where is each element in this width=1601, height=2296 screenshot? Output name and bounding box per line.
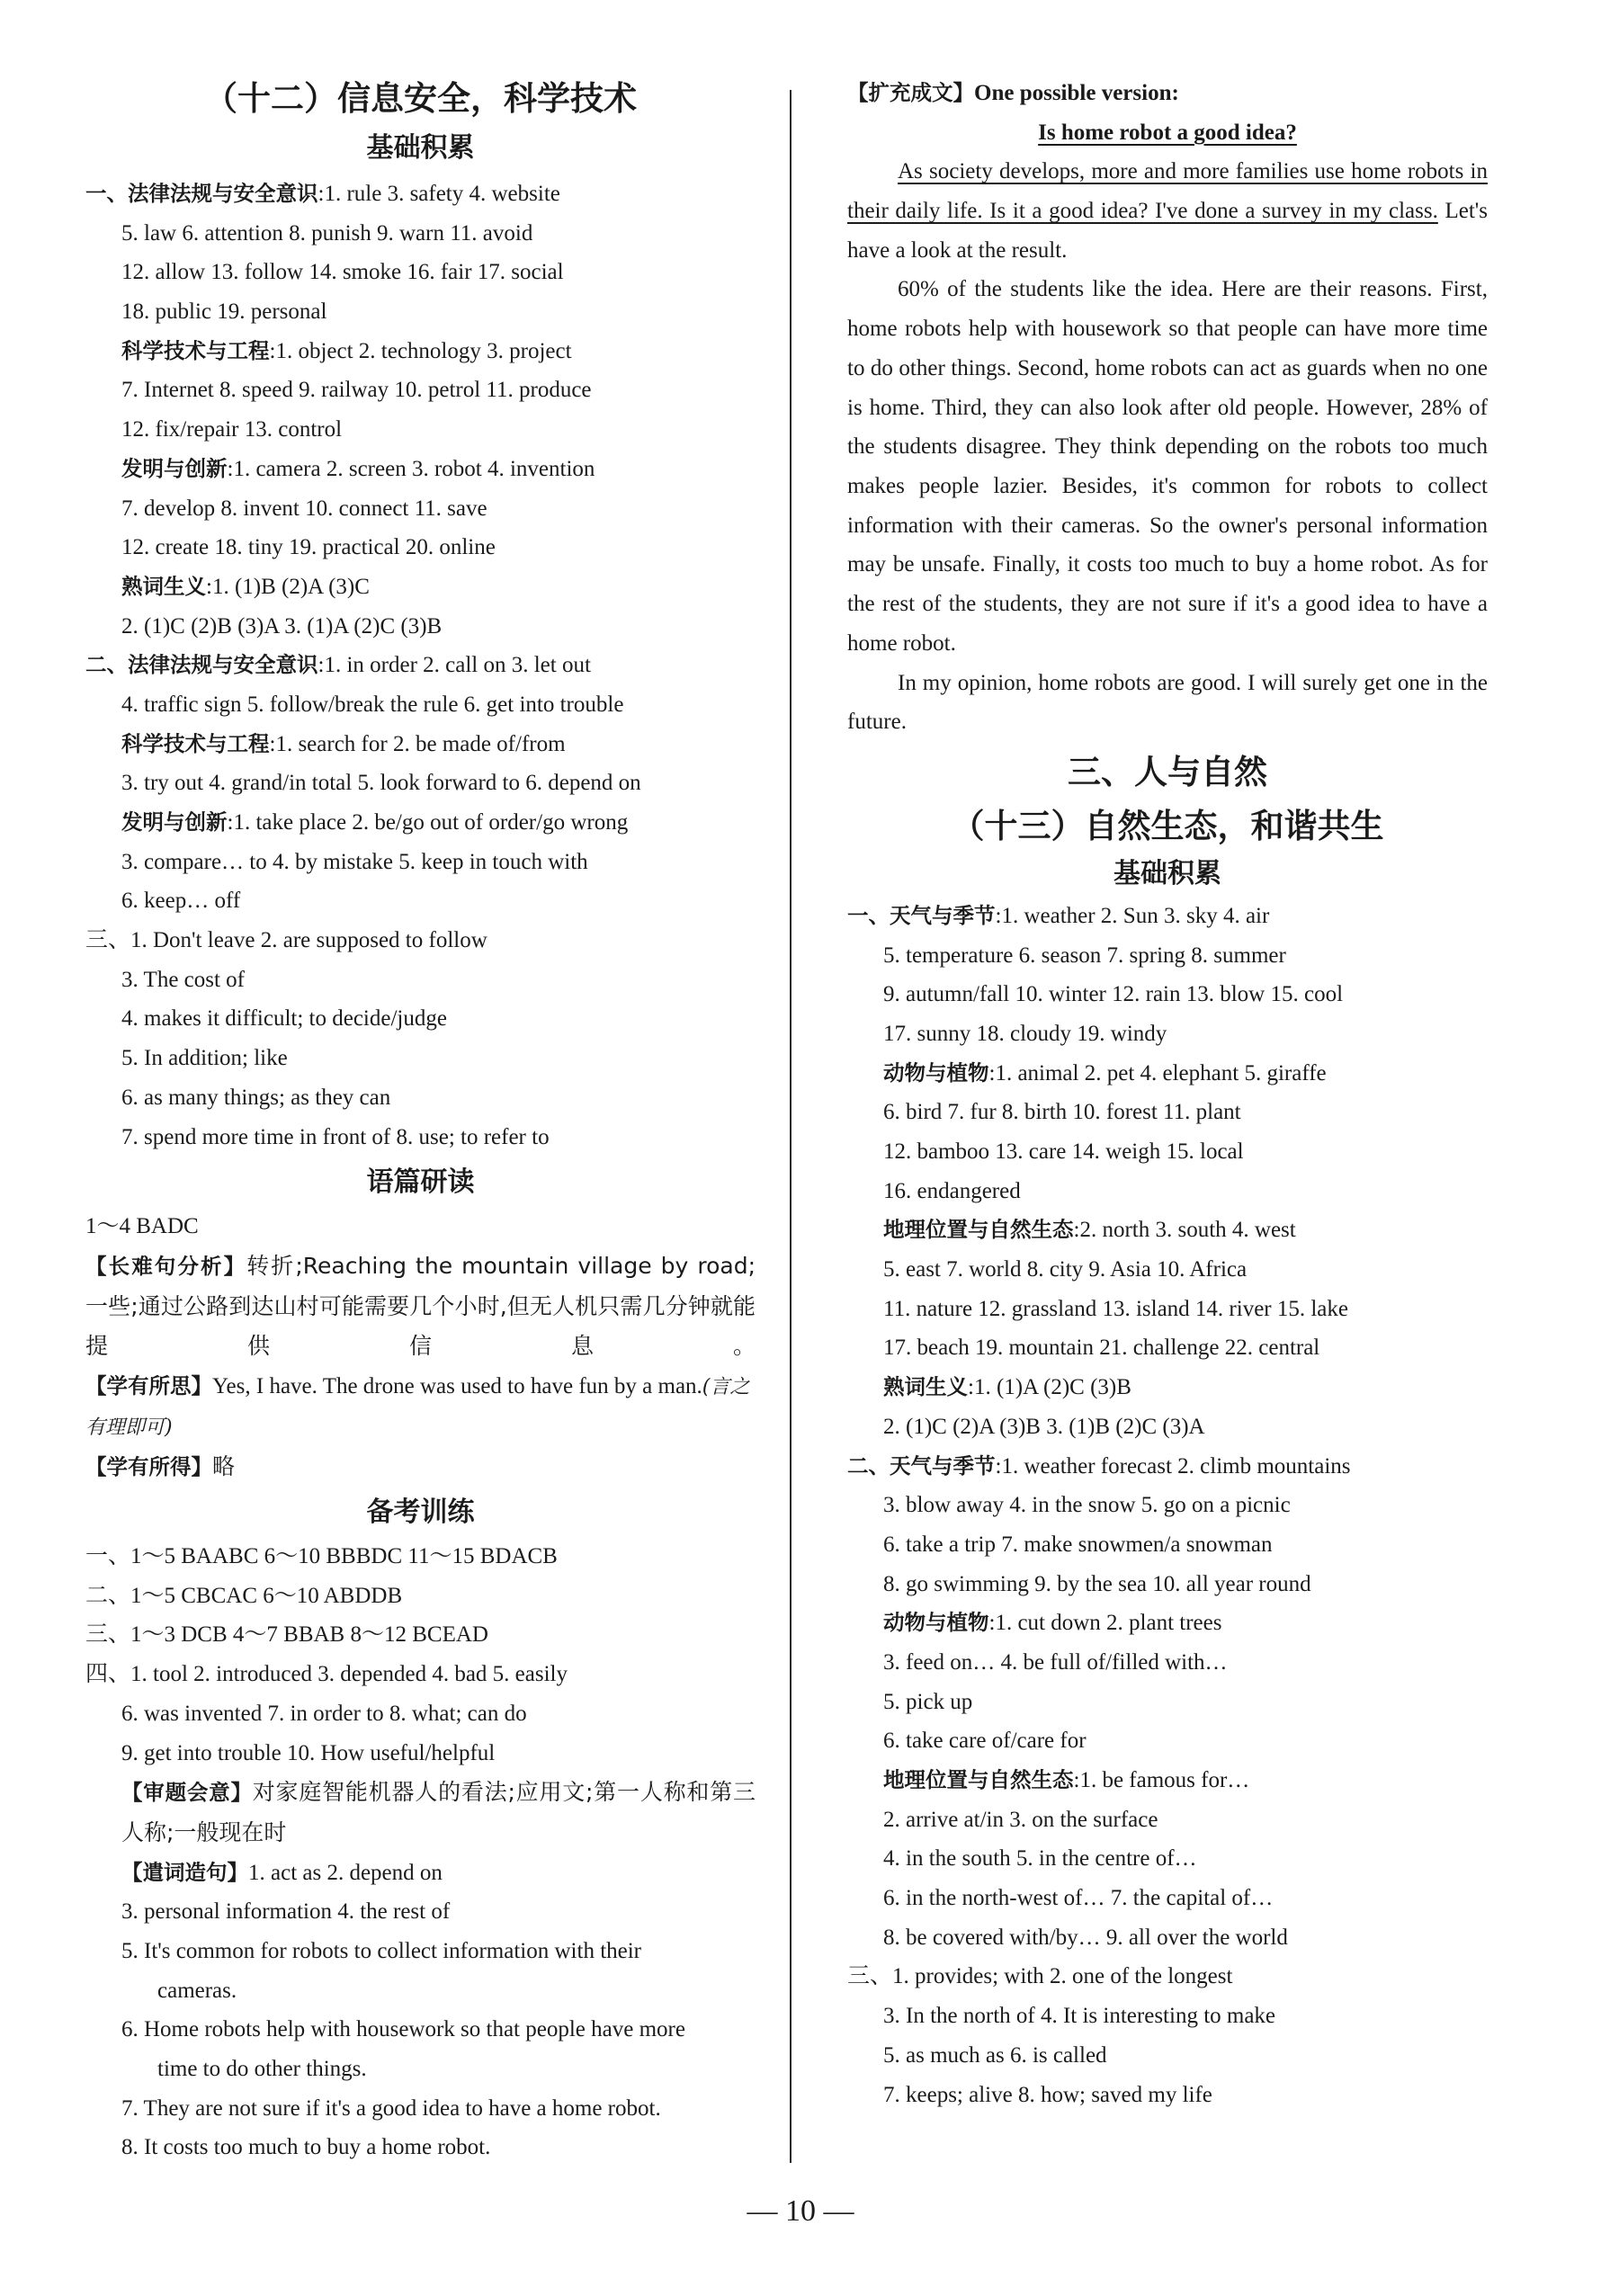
- answer-text: :1. animal 2. pet 4. elephant 5. giraffe: [988, 1060, 1327, 1085]
- answer-text: 三、1. provides; with 2. one of the longest: [847, 1964, 1233, 1989]
- page-number: — 10 —: [747, 2194, 854, 2228]
- answer-line: [85, 2050, 756, 2089]
- answer-line: [85, 2089, 756, 2129]
- answer-line: [847, 2036, 1488, 2076]
- answer-text: time to do other things.: [157, 2057, 367, 2082]
- answer-line: [85, 174, 756, 214]
- answer-line: [85, 1694, 756, 1734]
- wording-label: 【遣词造句】: [121, 1859, 248, 1885]
- answer-line: [847, 1761, 1488, 1800]
- category-label: 地理位置与自然生态: [883, 1767, 1074, 1793]
- answer-text: 4. in the south 5. in the centre of…: [883, 1846, 1197, 1872]
- essay-intro: 【扩充成文】One possible version:: [847, 80, 1179, 105]
- category-label: 二、法律法规与安全意识: [85, 652, 318, 678]
- answer-text: 7. They are not sure if it's a good idea to have a home robot.: [121, 2095, 661, 2121]
- answer-line: [847, 936, 1488, 976]
- answer-text: 17. sunny 18. cloudy 19. windy: [883, 1021, 1167, 1046]
- answer-line: [85, 1118, 756, 1157]
- category-label: 地理位置与自然生态: [883, 1217, 1074, 1243]
- answer-line: [847, 1879, 1488, 1918]
- answer-text: 5. pick up: [883, 1689, 973, 1714]
- answer-line: [85, 764, 756, 803]
- essay-paragraph-1: As society develops, more and more families use home robots in their daily life. Is it a good idea? I've done a survey in my class. Let's have a look at the result.: [847, 159, 1488, 263]
- basic-heading-right: 基础积累: [1114, 857, 1221, 889]
- answer-line: [847, 1447, 1488, 1487]
- left-column: [85, 79, 756, 2167]
- answer-text: 3. feed on… 4. be full of/filled with…: [883, 1649, 1228, 1675]
- long-sentence-analysis: 【长难句分析】转折;Reaching the mountain village by road; 一些;通过公路到达山村可能需要几个小时,但无人机只需几分钟就能提供信息。: [85, 1252, 756, 1360]
- right-column: [847, 79, 1488, 2114]
- answer-text: 4. traffic sign 5. follow/break the rule 6. get into trouble: [121, 692, 624, 717]
- answer-line: [85, 371, 756, 410]
- category-label: 科学技术与工程: [121, 337, 270, 363]
- answer-text: 9. autumn/fall 10. winter 12. rain 13. blow 15. cool: [883, 982, 1344, 1007]
- gain-section: 【学有所得】略: [85, 1453, 236, 1480]
- answer-line: [85, 646, 756, 685]
- answer-line: [847, 1172, 1488, 1211]
- answer-line: [85, 1971, 756, 2011]
- answer-text: 6. in the north-west of… 7. the capital of…: [883, 1886, 1274, 1911]
- answer-line: [847, 1407, 1488, 1447]
- answer-line: [85, 1039, 756, 1078]
- answer-text: 三、1～3 DCB 4～7 BBAB 8～12 BCEAD: [85, 1622, 488, 1648]
- category-label: 熟词生义: [121, 573, 206, 599]
- answer-line: [85, 450, 756, 489]
- answer-text: :1. search for 2. be made of/from: [269, 731, 566, 756]
- essay-paragraph-3: In my opinion, home robots are good. I will surely get one in the future.: [847, 670, 1488, 735]
- essay-paragraph-2: 60% of the students like the idea. Here are their reasons. First, home robots help with housework so that people can have more time to do other things. Second, home robots can act as guards when no one is home. Third, they can also look after old people. However, 28% of the students disagree. They think depending on the robots too much makes people lazier. Besides, it's common for robots to collect information with their cameras. So the owner's personal information may be unsafe. Finally, it costs too much to buy a home robot. As for the rest of the students, they are not sure if it's a good idea to have a home robot.: [847, 277, 1488, 656]
- answer-text: 5. It's common for robots to collect information with their: [121, 1938, 642, 1963]
- review-section: 【审题会意】对家庭智能机器人的看法;应用文;第一人称和第三人称;一般现在时: [121, 1779, 756, 1845]
- answer-line: [85, 725, 756, 764]
- answer-text: 6. was invented 7. in order to 8. what; can do: [121, 1701, 527, 1726]
- nature-answer-list: [847, 897, 1488, 2114]
- answer-text: :1. be famous for…: [1073, 1768, 1250, 1793]
- answer-text: 5. law 6. attention 8. punish 9. warn 11. avoid: [121, 220, 533, 246]
- answer-line: [85, 921, 756, 960]
- category-label: 发明与创新: [121, 455, 228, 481]
- answer-text: 二、1～5 CBCAC 6～10 ABDDB: [85, 1583, 403, 1608]
- reading-heading: 语篇研读: [366, 1166, 475, 1199]
- answer-line: [85, 1537, 756, 1577]
- answer-line: [847, 975, 1488, 1014]
- answer-line: [85, 607, 756, 647]
- answer-line: [85, 1854, 756, 1893]
- answer-line: [85, 1577, 756, 1616]
- answer-text: 7. Internet 8. speed 9. railway 10. petrol 11. produce: [121, 378, 592, 403]
- answer-text: 1. act as 2. depend on: [248, 1860, 443, 1885]
- answer-text: :1. weather 2. Sun 3. sky 4. air: [995, 903, 1270, 928]
- category-label: 科学技术与工程: [121, 730, 270, 756]
- answer-line: [85, 528, 756, 567]
- answer-text: 一、1～5 BAABC 6～10 BBBDC 11～15 BDACB: [85, 1544, 558, 1569]
- answer-text: :1. object 2. technology 3. project: [269, 338, 572, 363]
- answer-text: 7. develop 8. invent 10. connect 11. save: [121, 496, 487, 521]
- answer-line: [85, 1655, 756, 1694]
- answer-text: cameras.: [157, 1978, 237, 2003]
- answer-line: [85, 2128, 756, 2167]
- answer-text: 5. temperature 6. season 7. spring 8. summer: [883, 943, 1286, 968]
- part-title: 三、人与自然: [1068, 752, 1267, 791]
- answer-line: [85, 292, 756, 332]
- answer-line: [85, 214, 756, 254]
- answer-text: :1. in order 2. call on 3. let out: [318, 653, 591, 678]
- answer-line: [847, 1643, 1488, 1683]
- answer-line: [85, 999, 756, 1039]
- answer-text: 3. In the north of 4. It is interesting to make: [883, 2004, 1276, 2029]
- answer-text: 7. spend more time in front of 8. use; to refer to: [121, 1124, 550, 1149]
- training-answer-list: [85, 1537, 756, 1773]
- answer-line: [847, 1683, 1488, 1722]
- answer-text: 3. The cost of: [121, 967, 246, 992]
- answer-line: [847, 1918, 1488, 1958]
- answer-text: 5. east 7. world 8. city 9. Asia 10. Africa: [883, 1257, 1248, 1282]
- answer-line: [847, 1093, 1488, 1132]
- answer-text: 12. create 18. tiny 19. practical 20. online: [121, 535, 496, 560]
- category-label: 一、天气与季节: [847, 902, 996, 928]
- answer-text: 8. go swimming 9. by the sea 10. all year round: [883, 1571, 1311, 1596]
- answer-line: [85, 685, 756, 725]
- answer-text: 6. keep… off: [121, 889, 241, 914]
- answer-line: [85, 332, 756, 371]
- answer-line: [85, 1615, 756, 1655]
- answer-text: 11. nature 12. grassland 13. island 14. river 15. lake: [883, 1296, 1349, 1321]
- answer-line: [85, 1078, 756, 1118]
- answer-text: :1. (1)B (2)A (3)C: [206, 574, 370, 599]
- category-label: 动物与植物: [883, 1610, 989, 1636]
- answer-text: 2. (1)C (2)A (3)B 3. (1)B (2)C (3)A: [883, 1414, 1205, 1439]
- answer-line: [847, 1800, 1488, 1840]
- answer-line: [85, 567, 756, 607]
- answer-text: 3. blow away 4. in the snow 5. go on a picnic: [883, 1493, 1291, 1518]
- column-divider: [790, 90, 792, 2163]
- answer-line: [847, 1054, 1488, 1094]
- category-label: 一、法律法规与安全意识: [85, 181, 318, 206]
- category-label: 发明与创新: [121, 809, 228, 835]
- answer-line: [847, 1525, 1488, 1565]
- answer-line: [847, 2076, 1488, 2115]
- answer-line: [85, 253, 756, 292]
- answer-text: 17. beach 19. mountain 21. challenge 22. central: [883, 1336, 1320, 1361]
- answer-line: [847, 1486, 1488, 1525]
- answer-line: [85, 960, 756, 1000]
- answer-line: [85, 410, 756, 450]
- answer-text: :2. north 3. south 4. west: [1073, 1218, 1296, 1243]
- answer-line: [85, 1892, 756, 1932]
- answer-line: [847, 1565, 1488, 1604]
- answer-text: 9. get into trouble 10. How useful/helpful: [121, 1740, 496, 1765]
- answer-text: 6. take care of/care for: [883, 1729, 1087, 1754]
- basic-answer-list: [85, 174, 756, 1157]
- answer-line: [847, 1997, 1488, 2036]
- answer-text: :1. take place 2. be/go out of order/go wrong: [227, 810, 629, 835]
- answer-text: 6. take a trip 7. make snowmen/a snowman: [883, 1532, 1273, 1557]
- answer-text: 12. allow 13. follow 14. smoke 16. fair 17. social: [121, 260, 564, 285]
- answer-text: :1. cut down 2. plant trees: [988, 1611, 1222, 1636]
- answer-line: [847, 1957, 1488, 1997]
- answer-text: 4. makes it difficult; to decide/judge: [121, 1006, 447, 1032]
- training-heading: 备考训练: [366, 1496, 475, 1529]
- answer-text: 12. bamboo 13. care 14. weigh 15. local: [883, 1139, 1244, 1165]
- think-section: 【学有所思】Yes, I have. The drone was used to have fun by a man.(言之有理即可): [85, 1372, 750, 1439]
- answer-text: 四、1. tool 2. introduced 3. depended 4. bad 5. easily: [85, 1662, 568, 1687]
- answer-line: [85, 881, 756, 921]
- answer-text: 7. keeps; alive 8. how; saved my life: [883, 2082, 1212, 2107]
- answer-text: 2. (1)C (2)B (3)A 3. (1)A (2)C (3)B: [121, 613, 443, 639]
- answer-text: 3. personal information 4. the rest of: [121, 1899, 451, 1925]
- answer-text: 8. It costs too much to buy a home robot.: [121, 2135, 491, 2160]
- answer-text: 6. Home robots help with housework so that people have more: [121, 2017, 685, 2042]
- section-title-12: （十二）信息安全，科学技术: [204, 79, 637, 118]
- answer-text: 6. bird 7. fur 8. birth 10. forest 11. plant: [883, 1100, 1241, 1125]
- answer-line: [847, 1250, 1488, 1290]
- answer-text: 5. In addition; like: [121, 1046, 288, 1071]
- answer-line: [847, 1211, 1488, 1250]
- answer-line: [85, 489, 756, 529]
- category-label: 动物与植物: [883, 1059, 989, 1085]
- answer-text: 三、1. Don't leave 2. are supposed to follow: [85, 928, 487, 953]
- answer-text: 3. try out 4. grand/in total 5. look forward to 6. depend on: [121, 771, 641, 796]
- answer-text: :1. camera 2. screen 3. robot 4. invention: [227, 456, 595, 481]
- answer-text: 12. fix/repair 13. control: [121, 417, 343, 442]
- answer-line: [85, 843, 756, 882]
- answer-line: [85, 1932, 756, 1971]
- answer-line: [85, 1734, 756, 1773]
- answer-text: 6. as many things; as they can: [121, 1085, 391, 1110]
- answer-line: [847, 1721, 1488, 1761]
- answer-line: [847, 1014, 1488, 1054]
- answer-line: [847, 1290, 1488, 1329]
- answer-line: [847, 1132, 1488, 1172]
- answer-line: [85, 2010, 756, 2050]
- answer-text: 5. as much as 6. is called: [883, 2042, 1107, 2068]
- reading-answers: 1～4 BADC: [85, 1214, 199, 1239]
- answer-text: :1. rule 3. safety 4. website: [318, 182, 560, 206]
- category-label: 熟词生义: [883, 1374, 968, 1400]
- answer-text: 2. arrive at/in 3. on the surface: [883, 1807, 1158, 1832]
- section-title-13: （十三）自然生态，和谐共生: [951, 806, 1384, 845]
- answer-text: :1. (1)A (2)C (3)B: [968, 1375, 1131, 1400]
- basic-heading: 基础积累: [366, 132, 475, 164]
- answer-line: [847, 1839, 1488, 1879]
- answer-line: [847, 1328, 1488, 1368]
- answer-line: [847, 1368, 1488, 1407]
- answer-text: 16. endangered: [883, 1178, 1021, 1203]
- essay-title: Is home robot a good idea?: [1038, 120, 1297, 145]
- category-label: 二、天气与季节: [847, 1452, 996, 1479]
- wording-answer-list: [85, 1854, 756, 2168]
- answer-text: 3. compare… to 4. by mistake 5. keep in touch with: [121, 849, 588, 874]
- answer-text: :1. weather forecast 2. climb mountains: [995, 1453, 1351, 1479]
- answer-line: [85, 803, 756, 843]
- answer-line: [847, 897, 1488, 936]
- answer-line: [847, 1604, 1488, 1643]
- answer-text: 18. public 19. personal: [121, 299, 327, 325]
- answer-text: 8. be covered with/by… 9. all over the world: [883, 1925, 1288, 1950]
